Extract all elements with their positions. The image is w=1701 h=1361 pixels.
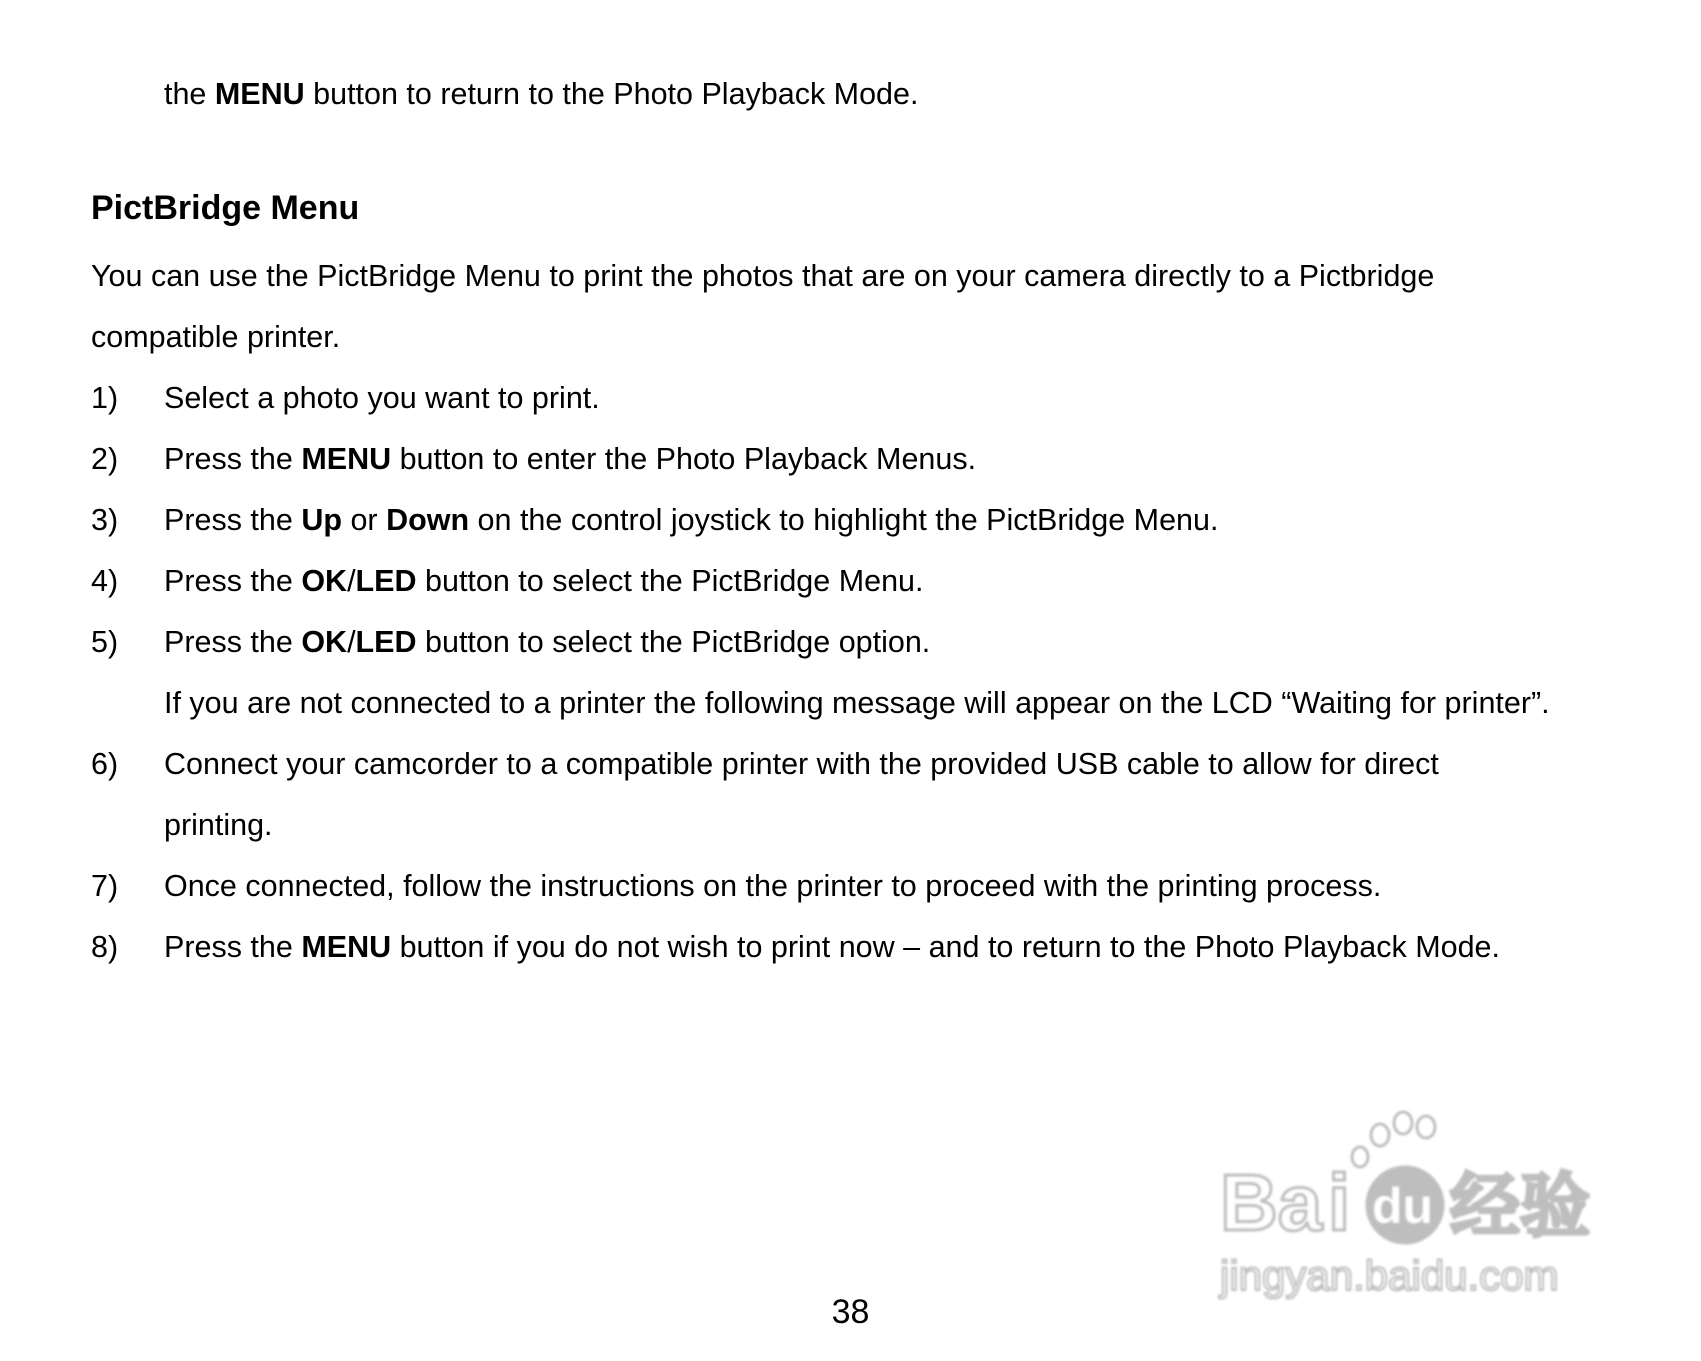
led-key-label: LED: [355, 625, 417, 659]
step-5-note: If you are not connected to a printer the following message will appear on the LCD “Waiting for printer”.: [164, 686, 1550, 720]
up-key-label: Up: [301, 503, 342, 537]
slash-text: /: [347, 625, 356, 659]
step-4-text: [164, 563, 923, 599]
intro-line-2: compatible printer.: [91, 320, 341, 354]
step-number: 2): [91, 442, 119, 476]
menu-button-label: MENU: [301, 442, 392, 476]
svg-text:经验: 经验: [1450, 1167, 1590, 1245]
step-2-text: [164, 441, 976, 477]
continuation-line: [164, 76, 918, 112]
step-text: or: [341, 503, 387, 537]
step-number: 6): [91, 747, 119, 781]
step-text: Press the: [164, 930, 302, 964]
ok-key-label: OK: [301, 564, 348, 598]
intro-line-1: You can use the PictBridge Menu to print the photos that are on your camera directly to a Pictbridge: [91, 259, 1435, 293]
slash-text: /: [347, 564, 356, 598]
step-text: Press the: [164, 625, 302, 659]
step-number: 7): [91, 869, 119, 903]
continuation-text-end: button to return to the Photo Playback Mode.: [304, 77, 919, 111]
led-key-label: LED: [355, 564, 417, 598]
svg-text:jingyan.baidu.com: jingyan.baidu.com: [1220, 1252, 1559, 1299]
svg-text:du: du: [1372, 1178, 1434, 1234]
down-key-label: Down: [386, 503, 470, 537]
step-7-text: Once connected, follow the instructions on the printer to proceed with the printing process.: [164, 869, 1382, 903]
step-text: Press the: [164, 503, 302, 537]
svg-text:i: i: [1328, 1158, 1351, 1247]
menu-button-label: MENU: [301, 930, 392, 964]
step-text: Press the: [164, 442, 302, 476]
section-heading: PictBridge Menu: [91, 189, 360, 227]
step-text: button to select the PictBridge option.: [416, 625, 931, 659]
step-6-text-line-2: printing.: [164, 808, 273, 842]
ok-key-label: OK: [301, 625, 348, 659]
step-number: 4): [91, 564, 119, 598]
page-number: 38: [831, 1293, 870, 1331]
step-text: on the control joystick to highlight the PictBridge Menu.: [469, 503, 1219, 537]
svg-text:Ba: Ba: [1220, 1158, 1323, 1247]
step-1-text: Select a photo you want to print.: [164, 381, 600, 415]
step-3-text: [164, 502, 1218, 538]
menu-button-label: MENU: [214, 77, 305, 111]
step-text: Press the: [164, 564, 302, 598]
step-8-text: [164, 929, 1500, 965]
step-number: 3): [91, 503, 119, 537]
step-5-text: [164, 624, 930, 660]
step-text: button to select the PictBridge Menu.: [416, 564, 924, 598]
step-text: button if you do not wish to print now – and to return to the Photo Playback Mode.: [391, 930, 1500, 964]
step-number: 8): [91, 930, 119, 964]
baidu-watermark-logo: [1200, 1105, 1620, 1325]
step-number: 5): [91, 625, 119, 659]
step-number: 1): [91, 381, 119, 415]
step-6-text-line-1: Connect your camcorder to a compatible printer with the provided USB cable to allow for direct: [164, 747, 1439, 781]
continuation-text: the: [164, 77, 215, 111]
step-text: button to enter the Photo Playback Menus.: [391, 442, 977, 476]
